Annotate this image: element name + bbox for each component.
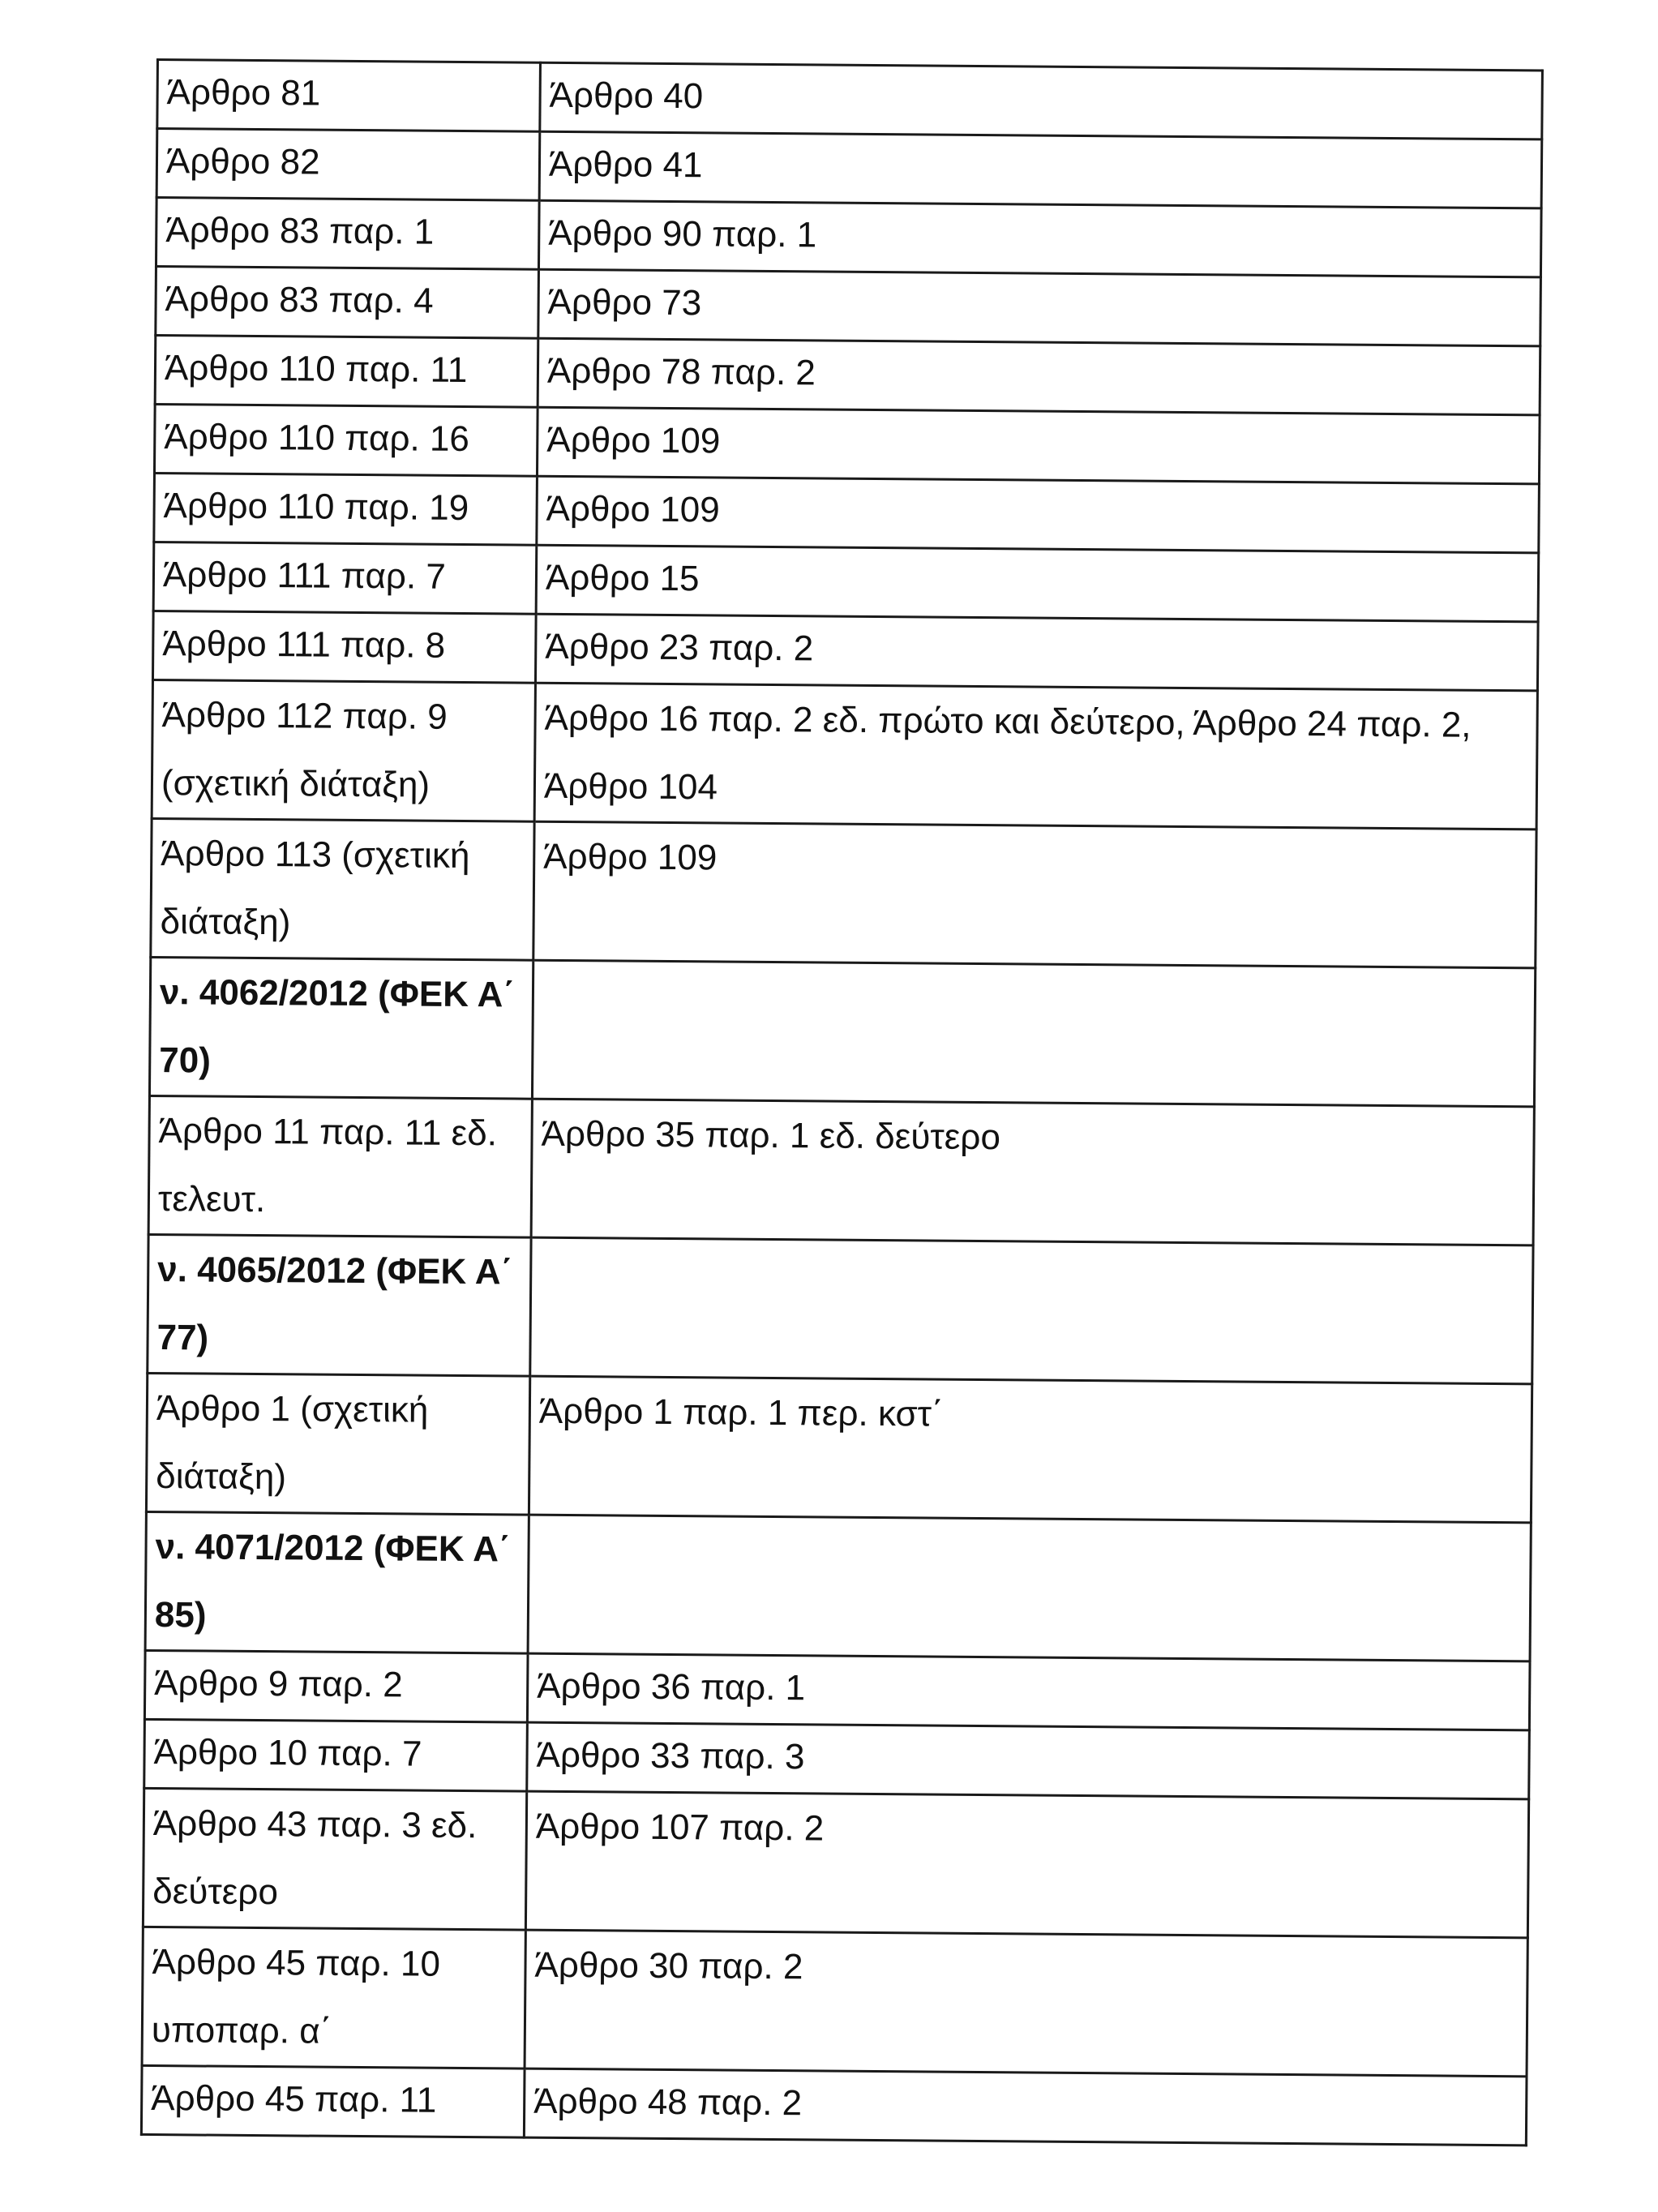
new-provision-cell: Άρθρο 30 παρ. 2	[525, 1930, 1527, 2077]
table-row	[156, 267, 1541, 346]
old-provision-cell: Άρθρο 110 παρ. 19	[154, 473, 538, 545]
law-heading-cell: ν. 4062/2012 (ΦΕΚ Α΄ 70)	[149, 957, 533, 1099]
table-row	[153, 542, 1539, 621]
old-provision-cell: Άρθρο 45 παρ. 11	[141, 2065, 525, 2137]
table-row	[143, 1788, 1528, 1937]
new-provision-cell: Άρθρο 48 παρ. 2	[524, 2068, 1527, 2146]
new-provision-cell: Άρθρο 33 παρ. 3	[527, 1722, 1530, 1799]
old-provision-cell: Άρθρο 111 παρ. 7	[153, 542, 537, 614]
new-provision-cell: Άρθρο 73	[538, 269, 1541, 346]
new-provision-cell: Άρθρο 35 παρ. 1 εδ. δεύτερο	[531, 1099, 1534, 1245]
table-row	[154, 404, 1540, 483]
new-provision-cell: Άρθρο 41	[539, 131, 1542, 208]
empty-cell	[530, 1237, 1533, 1384]
new-provision-cell: Άρθρο 90 παρ. 1	[538, 200, 1541, 277]
new-provision-cell: Άρθρο 107 παρ. 2	[525, 1791, 1528, 1938]
old-provision-cell: Άρθρο 112 παρ. 9 (σχετική διάταξη)	[152, 679, 535, 821]
old-provision-cell: Άρθρο 81	[157, 60, 541, 132]
new-provision-cell: Άρθρο 1 παρ. 1 περ. κστ΄	[529, 1376, 1532, 1523]
table-row	[152, 611, 1538, 690]
new-provision-cell: Άρθρο 15	[536, 545, 1539, 622]
old-provision-cell: Άρθρο 113 (σχετική διάταξη)	[151, 818, 534, 960]
old-provision-cell: Άρθρο 43 παρ. 3 εδ. δεύτερο	[143, 1788, 526, 1930]
empty-cell	[532, 960, 1535, 1107]
law-heading-cell: ν. 4071/2012 (ΦΕΚ Α΄ 85)	[145, 1511, 529, 1653]
table-row	[156, 198, 1541, 277]
old-provision-cell: Άρθρο 1 (σχετική διάταξη)	[146, 1373, 529, 1515]
table-row	[144, 1650, 1530, 1730]
new-provision-cell: Άρθρο 36 παρ. 1	[527, 1653, 1530, 1730]
table-row	[156, 129, 1542, 208]
law-heading-cell: ν. 4065/2012 (ΦΕΚ Α΄ 77)	[148, 1234, 531, 1376]
table-row	[148, 1095, 1534, 1245]
old-provision-cell: Άρθρο 110 παρ. 16	[154, 404, 538, 476]
new-provision-cell: Άρθρο 23 παρ. 2	[535, 614, 1538, 691]
old-provision-cell: Άρθρο 110 παρ. 11	[155, 336, 538, 408]
concordance-table	[140, 58, 1544, 2146]
table-row	[142, 1927, 1527, 2076]
table-row	[154, 473, 1540, 552]
table-row	[157, 60, 1543, 139]
new-provision-cell: Άρθρο 109	[537, 476, 1540, 553]
table-row	[152, 679, 1537, 829]
old-provision-cell: Άρθρο 111 παρ. 8	[152, 611, 536, 683]
new-provision-cell: Άρθρο 40	[540, 62, 1543, 139]
old-provision-cell: Άρθρο 11 παρ. 11 εδ. τελευτ.	[148, 1095, 532, 1237]
new-provision-cell: Άρθρο 78 παρ. 2	[538, 338, 1540, 415]
old-provision-cell: Άρθρο 10 παρ. 7	[144, 1719, 528, 1791]
law-heading-row	[149, 957, 1535, 1106]
law-heading-row	[145, 1511, 1531, 1661]
table-row	[141, 2065, 1527, 2145]
old-provision-cell: Άρθρο 9 παρ. 2	[144, 1650, 528, 1722]
table-row	[155, 336, 1540, 415]
law-heading-row	[148, 1234, 1533, 1383]
table-row	[146, 1373, 1532, 1522]
new-provision-cell: Άρθρο 109	[533, 821, 1536, 968]
old-provision-cell: Άρθρο 83 παρ. 4	[156, 267, 539, 339]
concordance-table-body	[141, 60, 1542, 2146]
empty-cell	[528, 1515, 1531, 1661]
new-provision-cell: Άρθρο 16 παρ. 2 εδ. πρώτο και δεύτερο, Άρθρο 24 παρ. 2, Άρθρο 104	[534, 683, 1537, 830]
new-provision-cell: Άρθρο 109	[537, 407, 1540, 484]
old-provision-cell: Άρθρο 83 παρ. 1	[156, 198, 539, 270]
table-row	[144, 1719, 1530, 1798]
old-provision-cell: Άρθρο 45 παρ. 10 υποπαρ. α΄	[142, 1927, 525, 2068]
old-provision-cell: Άρθρο 82	[156, 129, 540, 201]
table-row	[151, 818, 1536, 967]
